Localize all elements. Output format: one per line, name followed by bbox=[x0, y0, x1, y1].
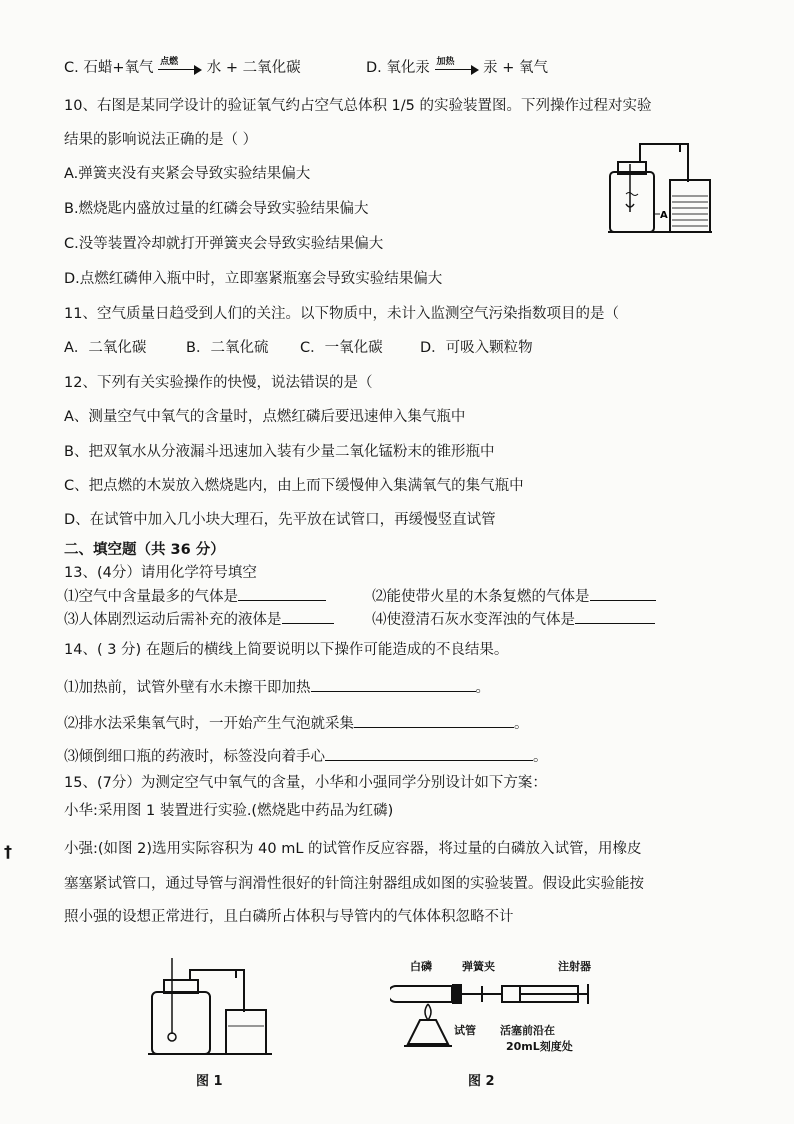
reaction-arrow-icon: 点燃 bbox=[158, 61, 202, 75]
q12-option-d: D、在试管中加入几小块大理石，先平放在试管口，再缓慢竖直试管 bbox=[64, 512, 496, 528]
fig2-label-test-tube: 试管 bbox=[454, 1024, 476, 1037]
fig2-label-piston-2: 20mL刻度处 bbox=[506, 1040, 573, 1053]
q14-stem: 14、( 3 分) 在题后的横线上简要说明以下操作可能造成的不良结果。 bbox=[64, 642, 509, 658]
q10-stem-line2: 结果的影响说法正确的是（ ） bbox=[64, 132, 258, 148]
answer-blank[interactable] bbox=[282, 609, 334, 624]
q10-option-d: D.点燃红磷伸入瓶中时，立即塞紧瓶塞会导致实验结果偏大 bbox=[64, 271, 443, 287]
edge-mark: † bbox=[4, 842, 12, 861]
q13-stem: 13、(4分）请用化学符号填空 bbox=[64, 565, 257, 581]
q11-option-d: D．可吸入颗粒物 bbox=[420, 340, 533, 356]
q15-xiaoqiang-line2: 塞塞紧试管口，通过导管与润滑性很好的针筒注射器组成如图的实验装置。假设此实验能按 bbox=[64, 876, 644, 892]
q11-option-a: A．二氧化碳 bbox=[64, 340, 147, 356]
answer-blank[interactable] bbox=[325, 746, 533, 761]
q15-stem: 15、(7分）为测定空气中氧气的含量，小华和小强同学分别设计如下方案： bbox=[64, 775, 547, 791]
q12-option-a: A、测量空气中氧气的含量时，点燃红磷后要迅速伸入集气瓶中 bbox=[64, 409, 466, 425]
q9-d-products: 汞 + 氧气 bbox=[483, 60, 548, 76]
q12-option-b: B、把双氧水从分液漏斗迅速加入装有少量二氧化锰粉末的锥形瓶中 bbox=[64, 444, 495, 460]
q14-item-2: ⑵排水法采集氧气时，一开始产生气泡就采集 。 bbox=[64, 713, 529, 734]
q10-figure-label-a: A bbox=[660, 210, 668, 221]
reaction-arrow-icon: 加热 bbox=[435, 61, 479, 75]
q14-item-3: ⑶倾倒细口瓶的药液时，标签没向着手心 。 bbox=[64, 746, 548, 767]
q15-xiaoqiang-line1: 小强:(如图 2)选用实际容积为 40 mL 的试管作反应容器，将过量的白磷放入试管，用橡皮 bbox=[64, 841, 642, 857]
q13-item-1: ⑴空气中含量最多的气体是 bbox=[64, 586, 326, 607]
q11-option-c: C．一氧化碳 bbox=[300, 340, 383, 356]
fig2-label-white-phosphorus: 白磷 bbox=[410, 960, 432, 973]
q15-figure-2-caption: 图 2 bbox=[468, 1074, 495, 1089]
q15-figure-1 bbox=[140, 952, 290, 1060]
q9-option-d bbox=[366, 58, 548, 78]
q9-d-reactants: D. 氧化汞 bbox=[366, 60, 430, 76]
q10-stem-line1: 10、右图是某同学设计的验证氧气约占空气总体积 1/5 的实验装置图。下列操作过程对实验 bbox=[64, 98, 652, 114]
q12-option-c: C、把点燃的木炭放入燃烧匙内，由上而下缓慢伸入集满氧气的集气瓶中 bbox=[64, 478, 524, 494]
q10-option-c: C.没等装置冷却就打开弹簧夹会导致实验结果偏大 bbox=[64, 236, 384, 252]
section2-title: 二、填空题（共 36 分） bbox=[64, 542, 225, 558]
q10-option-b: B.燃烧匙内盛放过量的红磷会导致实验结果偏大 bbox=[64, 201, 369, 217]
q12-stem: 12、下列有关实验操作的快慢，说法错误的是（ bbox=[64, 375, 373, 391]
q14-item-1: ⑴加热前，试管外壁有水未擦干即加热 。 bbox=[64, 677, 490, 698]
answer-blank[interactable] bbox=[354, 713, 514, 728]
q10-option-a: A.弹簧夹没有夹紧会导致实验结果偏大 bbox=[64, 166, 311, 182]
fig2-label-piston-1: 活塞前沿在 bbox=[500, 1024, 555, 1037]
fig2-label-syringe: 注射器 bbox=[558, 960, 591, 973]
fig2-label-clamp: 弹簧夹 bbox=[462, 960, 495, 973]
answer-blank[interactable] bbox=[590, 586, 656, 601]
answer-blank[interactable] bbox=[311, 677, 476, 692]
q9-c-products: 水 + 二氧化碳 bbox=[206, 60, 301, 76]
q13-item-3: ⑶人体剧烈运动后需补充的液体是 bbox=[64, 609, 334, 630]
q15-xiaohua: 小华:采用图 1 装置进行实验.(燃烧匙中药品为红磷) bbox=[64, 803, 394, 819]
q13-item-4: ⑷使澄清石灰水变浑浊的气体是 bbox=[372, 609, 655, 630]
q9-c-reactants: C. 石蜡+氧气 bbox=[64, 60, 154, 76]
q15-figure-1-caption: 图 1 bbox=[196, 1074, 223, 1089]
q10-apparatus-figure bbox=[600, 134, 720, 244]
q13-item-2: ⑵能使带火星的木条复燃的气体是 bbox=[372, 586, 656, 607]
q15-xiaoqiang-line3: 照小强的设想正常进行，且白磷所占体积与导管内的气体体积忽略不计 bbox=[64, 909, 514, 925]
q11-option-b: B．二氧化硫 bbox=[186, 340, 269, 356]
q11-stem: 11、空气质量日趋受到人们的关注。以下物质中，未计入监测空气污染指数项目的是（ bbox=[64, 306, 619, 322]
answer-blank[interactable] bbox=[575, 609, 655, 624]
answer-blank[interactable] bbox=[238, 586, 326, 601]
q9-option-c bbox=[64, 58, 301, 78]
